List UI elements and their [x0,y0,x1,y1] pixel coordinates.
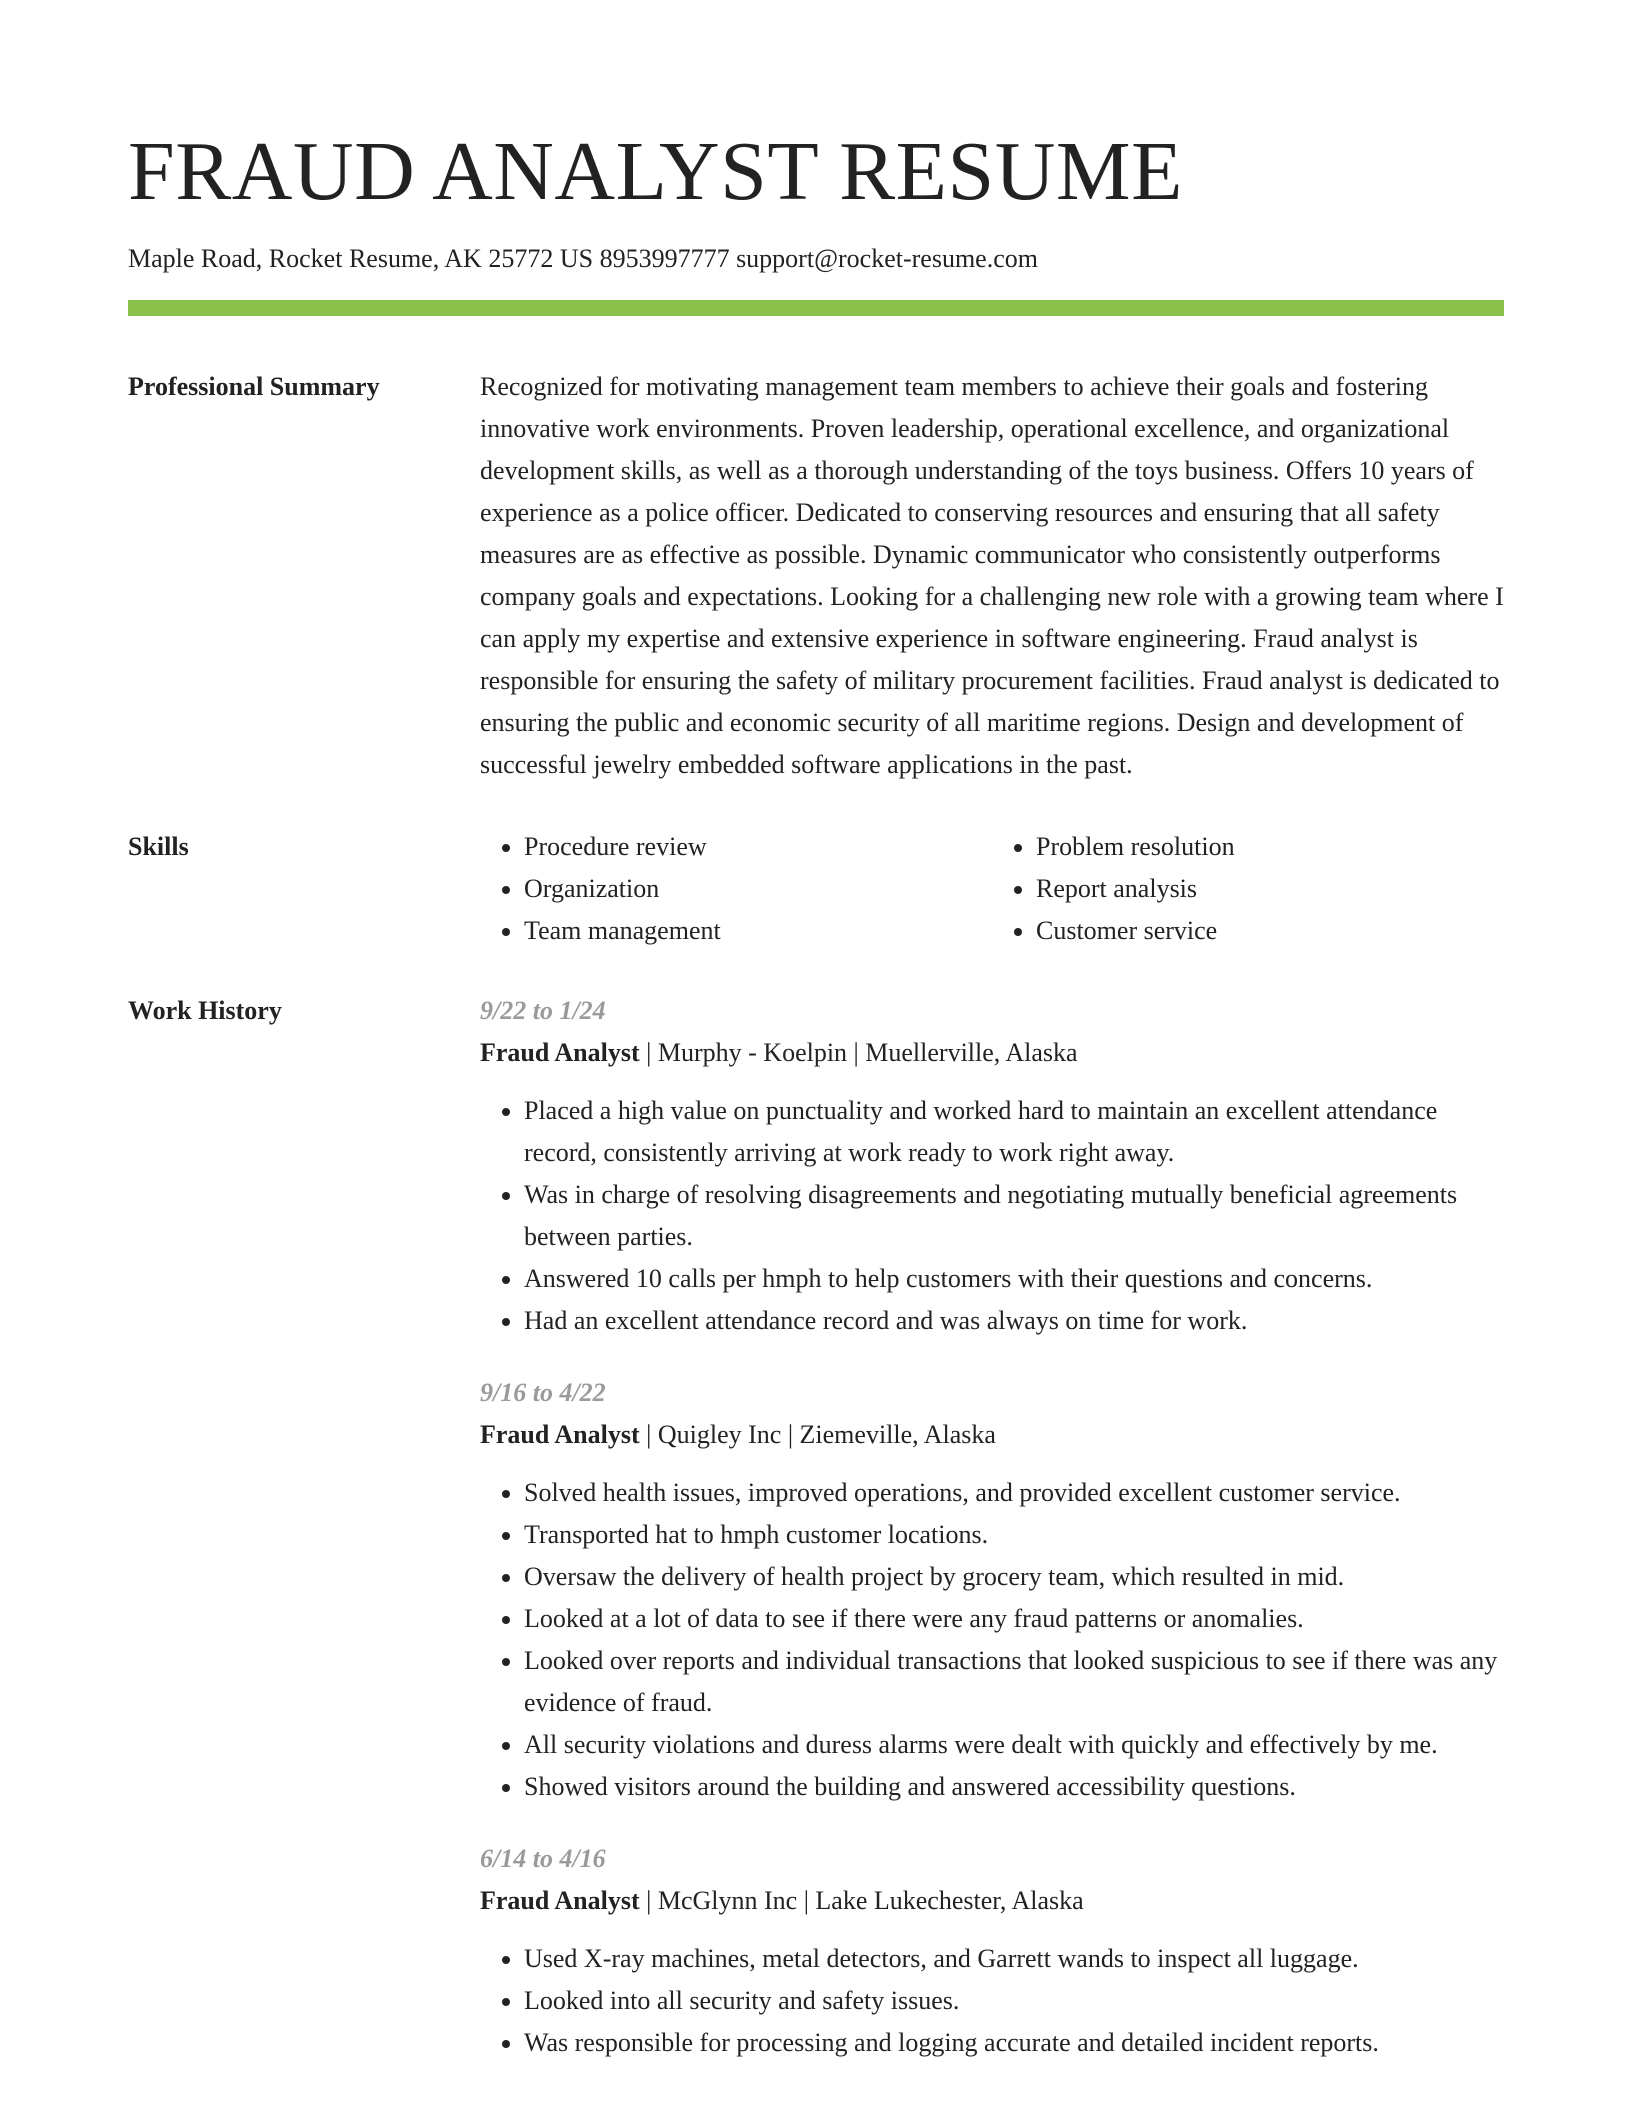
skill-item: • Organization [524,868,992,910]
skill-item: • Problem resolution [1036,826,1504,868]
job-bullets [480,1090,1504,1342]
job-bullet: • All security violations and duress alarms were dealt with quickly and effectively by me. [524,1724,1504,1766]
contact-line: Maple Road, Rocket Resume, AK 25772 US 8953997777 support@rocket-resume.com [128,244,1038,273]
job-dates: 6/14 to 4/16 [480,1844,606,1873]
skills-grid [480,826,1504,952]
summary-section [128,366,1504,786]
skill-item: • Procedure review [524,826,992,868]
job-entry [480,990,1504,1342]
job-entry [480,1372,1504,1808]
job-bullet: • Transported hat to hmph customer locations. [524,1514,1504,1556]
job-heading [480,1880,1504,1922]
job-heading [480,1032,1504,1074]
job-bullet: • Showed visitors around the building and answered accessibility questions. [524,1766,1504,1808]
job-bullet: • Looked over reports and individual transactions that looked suspicious to see if there was any evidence of fraud. [524,1640,1504,1724]
job-dates: 9/16 to 4/22 [480,1378,606,1407]
work-history-label: Work History [128,996,282,1025]
job-entry [480,1838,1504,2064]
work-history-section [128,990,1504,2094]
job-bullet: • Answered 10 calls per hmph to help customers with their questions and concerns. [524,1258,1504,1300]
job-bullet: • Looked at a lot of data to see if there were any fraud patterns or anomalies. [524,1598,1504,1640]
skill-item: • Report analysis [1036,868,1504,910]
resume-title: FRAUD ANALYST RESUME [128,125,1183,218]
work-history-content [480,990,1504,2094]
job-role: Fraud Analyst [480,1038,640,1067]
job-bullet: • Used X-ray machines, metal detectors, and Garrett wands to inspect all luggage. [524,1938,1504,1980]
job-bullet: • Looked into all security and safety issues. [524,1980,1504,2022]
skill-item: • Team management [524,910,992,952]
job-heading [480,1414,1504,1456]
job-role: Fraud Analyst [480,1886,640,1915]
accent-divider [128,300,1504,316]
job-bullet: • Solved health issues, improved operations, and provided excellent customer service. [524,1472,1504,1514]
job-details: | Quigley Inc | Ziemeville, Alaska [639,1420,996,1449]
summary-label: Professional Summary [128,372,380,401]
summary-content [480,366,1504,786]
job-bullet: • Had an excellent attendance record and was always on time for work. [524,1300,1504,1342]
job-bullets [480,1472,1504,1808]
job-bullet: • Was in charge of resolving disagreements and negotiating mutually beneficial agreements between parties. [524,1174,1504,1258]
summary-text: Recognized for motivating management team members to achieve their goals and fostering innovative work environments. Proven leadership, operational excellence, and organizational development skills, as well as a thorough understanding of the toys business. Offers 10 years of experience as a police officer. Dedicated to conserving resources and ensuring that all safety measures are as effective as possible. Dynamic communicator who consistently outperforms company goals and expectations. Looking for a challenging new role with a growing team where I can apply my expertise and extensive experience in software engineering. Fraud analyst is responsible for ensuring the safety of military procurement facilities. Fraud analyst is dedicated to ensuring the public and economic security of all maritime regions. Design and development of successful jewelry embedded software applications in the past. [480,372,1504,779]
job-dates: 9/22 to 1/24 [480,996,606,1025]
job-bullet: • Placed a high value on punctuality and worked hard to maintain an excellent attendance record, consistently arriving at work ready to work right away. [524,1090,1504,1174]
job-bullet: • Oversaw the delivery of health project by grocery team, which resulted in mid. [524,1556,1504,1598]
job-bullets [480,1938,1504,2064]
job-role: Fraud Analyst [480,1420,640,1449]
job-bullet: • Was responsible for processing and logging accurate and detailed incident reports. [524,2022,1504,2064]
skills-list-left [480,826,992,952]
skills-section [128,826,1504,952]
skill-item: • Customer service [1036,910,1504,952]
job-details: | McGlynn Inc | Lake Lukechester, Alaska [639,1886,1084,1915]
job-details: | Murphy - Koelpin | Muellerville, Alaska [639,1038,1078,1067]
skills-list-right [992,826,1504,952]
skills-label: Skills [128,832,189,861]
